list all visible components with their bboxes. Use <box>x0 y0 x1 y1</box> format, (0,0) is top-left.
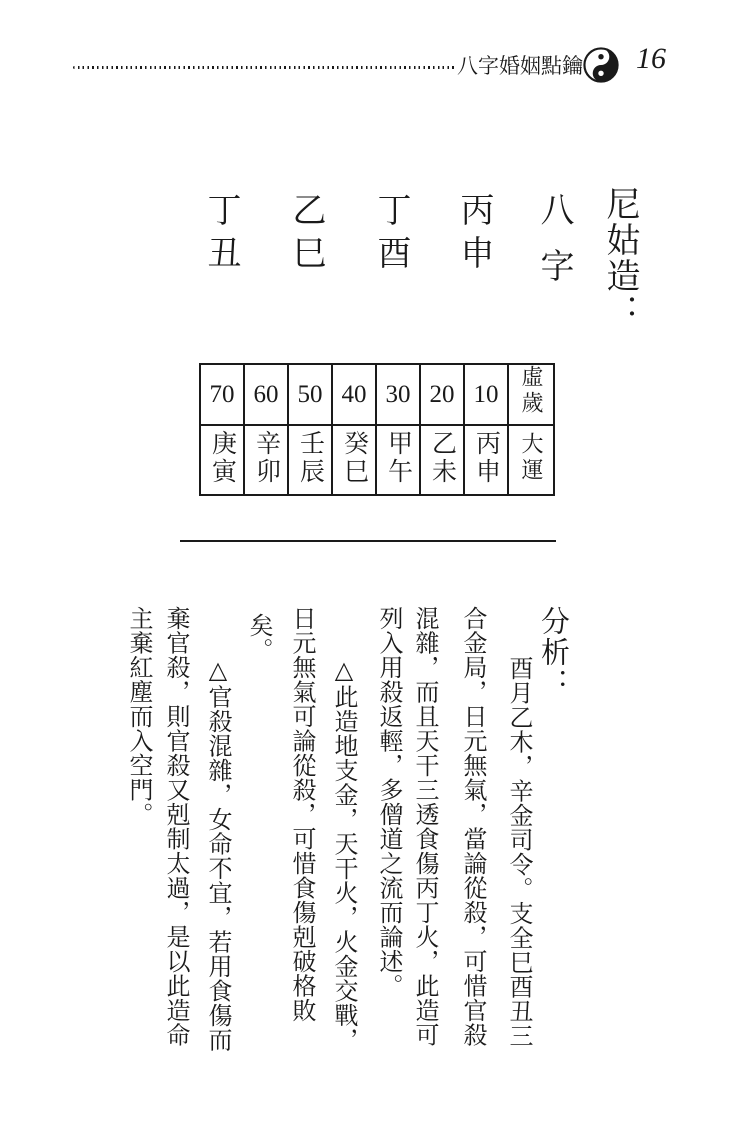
yin-yang-icon <box>583 47 619 83</box>
table-row-luck-pillars <box>200 425 554 495</box>
age-cell: 50 <box>288 364 332 425</box>
natal-subject-title: 尼姑造： <box>601 186 638 330</box>
analysis-text-column: 列入用殺返輕，多僧道之流而論述。 <box>375 606 401 998</box>
luck-pillar-text: 乙未 <box>428 429 456 486</box>
age-header-label: 虛歲 <box>519 365 544 417</box>
dotted-leader-line <box>73 66 456 69</box>
luck-pillar-cell <box>288 425 332 495</box>
analysis-text-column: 日元無氣可論從殺，可惜食傷剋破格敗 <box>288 606 314 1023</box>
luck-pillar-cell <box>420 425 464 495</box>
analysis-text-column: 矣。 <box>245 613 271 662</box>
analysis-text-column: 合金局，日元無氣，當論從殺，可惜官殺 <box>459 606 485 1047</box>
natal-pillar-year: 丙申 <box>455 192 492 278</box>
age-cell: 60 <box>244 364 288 425</box>
analysis-text-column: △此造地支金，天干火，火金交戰， <box>330 656 356 1052</box>
luck-pillar-text: 辛卯 <box>252 429 280 486</box>
luck-cycle-table <box>199 363 555 496</box>
luck-pillar-cell <box>332 425 376 495</box>
analysis-text-column: 棄官殺，則官殺又剋制太過，是以此造命 <box>162 606 188 1047</box>
age-cell: 40 <box>332 364 376 425</box>
age-cell: 20 <box>420 364 464 425</box>
page-number: 16 <box>636 42 666 75</box>
natal-pillar-month: 丁酉 <box>372 192 409 278</box>
table-row-ages <box>200 364 554 425</box>
luck-pillar-text: 壬辰 <box>296 429 324 486</box>
age-cell: 30 <box>376 364 420 425</box>
analysis-text-column: 主棄紅塵而入空門。 <box>125 606 151 827</box>
luck-pillar-cell <box>244 425 288 495</box>
luck-pillar-text: 丙申 <box>472 429 500 486</box>
luck-header-label: 大運 <box>519 431 544 484</box>
natal-chart-label: 八字 <box>535 192 572 304</box>
natal-pillar-hour: 丁丑 <box>202 192 239 278</box>
luck-header-cell <box>508 425 554 495</box>
age-cell: 70 <box>200 364 244 425</box>
analysis-text-column: 酉月乙木，辛金司令。支全巳酉丑三 <box>505 656 531 1048</box>
luck-pillar-cell <box>464 425 508 495</box>
analysis-text-column: △官殺混雜，女命不宜，若用食傷而 <box>204 656 230 1052</box>
section-separator-line <box>180 540 556 542</box>
natal-pillar-day: 乙巳 <box>287 192 324 278</box>
book-title: 八字婚姻點鑰 <box>457 54 583 78</box>
luck-pillar-cell <box>200 425 244 495</box>
luck-pillar-text: 癸巳 <box>340 429 368 486</box>
analysis-title: 分析： <box>537 606 569 699</box>
luck-pillar-text: 庚寅 <box>208 429 236 486</box>
age-header-cell <box>508 364 554 425</box>
age-cell: 10 <box>464 364 508 425</box>
luck-pillar-text: 甲午 <box>384 429 412 486</box>
luck-pillar-cell <box>376 425 420 495</box>
analysis-text-column: 混雜，而且天干三透食傷丙丁火，此造可 <box>411 606 437 1047</box>
